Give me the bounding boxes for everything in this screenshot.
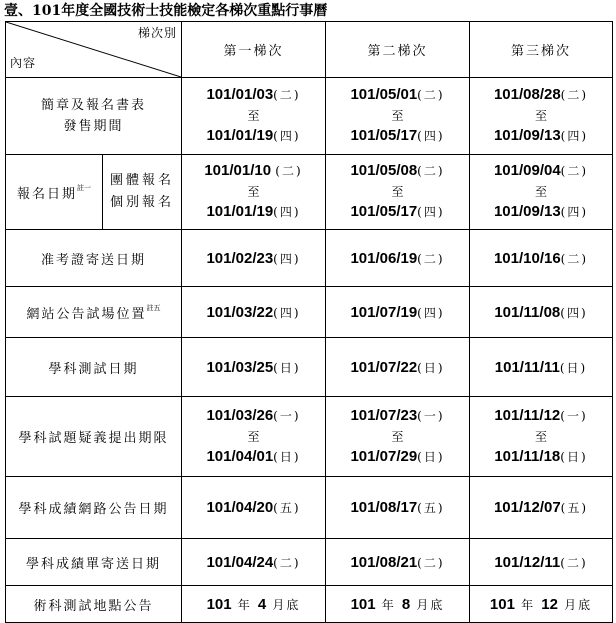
col-header-round-3: 第三梯次 xyxy=(470,22,613,78)
month-cell: 101 年 12 月底 xyxy=(470,586,613,623)
row-label: 學科測試日期 xyxy=(6,338,182,397)
row-label-line-1: 簡章及報名書表 xyxy=(40,98,146,113)
date-cell: 101/04/24(二) xyxy=(182,539,326,586)
row-label: 網站公告試場位置 xyxy=(26,306,147,322)
date-cell: 101/11/11(日) xyxy=(470,338,613,397)
date-cell: 101/08/21(二) xyxy=(326,539,470,586)
row-brochure-sale xyxy=(6,78,613,155)
row-label: 學科試題疑義提出期限 xyxy=(6,397,182,477)
date-range-cell: 101/05/01(二) 至 101/05/17(四) xyxy=(326,78,470,155)
row-venue-announcement xyxy=(6,287,613,338)
date-cell: 101/02/23(四) xyxy=(182,230,326,287)
date-range-cell: 101/01/10 (二) 至 101/01/19(四) xyxy=(182,155,326,230)
col-header-round-2: 第二梯次 xyxy=(326,22,470,78)
date-range-cell: 101/08/28(二) 至 101/09/13(四) xyxy=(470,78,613,155)
date-range-cell: 101/03/26(一) 至 101/04/01(日) xyxy=(182,397,326,477)
month-cell: 101 年 4 月底 xyxy=(182,586,326,623)
date-cell: 101/12/11(二) xyxy=(470,539,613,586)
row-label-cell xyxy=(6,287,182,338)
date-cell: 101/11/08(四) xyxy=(470,287,613,338)
date-range-cell: 101/09/04(二) 至 101/09/13(四) xyxy=(470,155,613,230)
date-cell: 101/08/17(五) xyxy=(326,477,470,539)
group-registration-label: 團體報名 xyxy=(109,173,174,188)
row-question-appeal xyxy=(6,397,613,477)
date-cell: 101/03/22(四) xyxy=(182,287,326,338)
date-range-cell: 101/05/08(二) 至 101/05/17(四) xyxy=(326,155,470,230)
row-score-mailing xyxy=(6,539,613,586)
footnote-marker: 註一 xyxy=(77,183,91,192)
date-range-cell: 101/07/23(一) 至 101/07/29(日) xyxy=(326,397,470,477)
individual-registration-label: 個別報名 xyxy=(109,195,174,210)
registration-type-cell xyxy=(103,155,182,230)
row-label: 學科成績網路公告日期 xyxy=(6,477,182,539)
corner-label-round: 梯次別 xyxy=(137,26,177,40)
row-label-cell xyxy=(6,78,182,155)
row-registration xyxy=(6,155,613,230)
date-range-cell: 101/11/12(一) 至 101/11/18(日) xyxy=(470,397,613,477)
date-cell: 101/07/19(四) xyxy=(326,287,470,338)
footnote-marker: 註五 xyxy=(146,303,161,312)
date-cell: 101/12/07(五) xyxy=(470,477,613,539)
date-cell: 101/03/25(日) xyxy=(182,338,326,397)
corner-label-content: 內容 xyxy=(10,56,37,70)
date-range-cell: 101/01/03(二) 至 101/01/19(四) xyxy=(182,78,326,155)
row-label: 學科成績單寄送日期 xyxy=(6,539,182,586)
date-cell: 101/07/22(日) xyxy=(326,338,470,397)
row-label: 准考證寄送日期 xyxy=(6,230,182,287)
header-row xyxy=(6,22,613,78)
row-label: 術科測試地點公告 xyxy=(6,586,182,623)
month-cell: 101 年 8 月底 xyxy=(326,586,470,623)
col-header-round-1: 第一梯次 xyxy=(182,22,326,78)
row-score-online xyxy=(6,477,613,539)
corner-header-cell xyxy=(6,22,182,78)
row-label-line-2: 發售期間 xyxy=(63,119,124,134)
page-title: 壹、101年度全國技術士技能檢定各梯次重點行事曆 xyxy=(4,3,328,19)
date-cell: 101/06/19(二) xyxy=(326,230,470,287)
schedule-table xyxy=(5,21,613,623)
row-label-cell xyxy=(6,155,103,230)
date-cell: 101/04/20(五) xyxy=(182,477,326,539)
row-practical-venue xyxy=(6,586,613,623)
row-written-test xyxy=(6,338,613,397)
date-cell: 101/10/16(二) xyxy=(470,230,613,287)
row-admission-ticket xyxy=(6,230,613,287)
row-label: 報名日期 xyxy=(16,186,77,202)
